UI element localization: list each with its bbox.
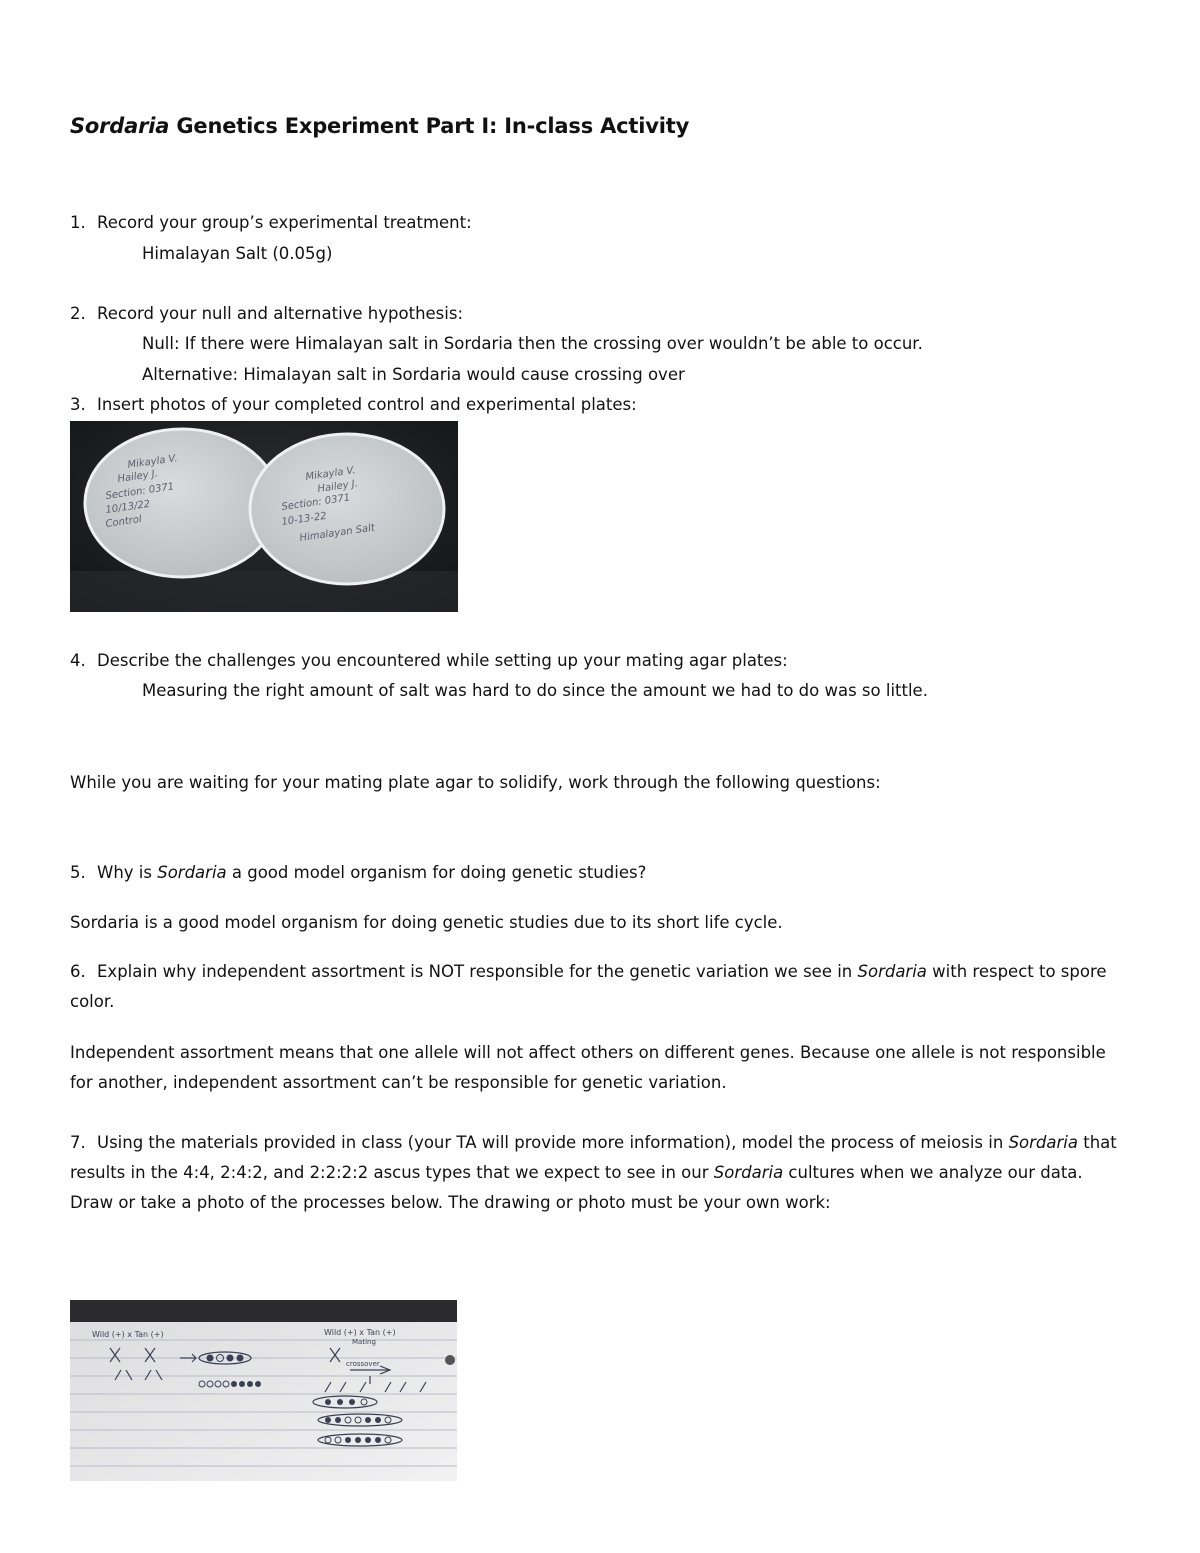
question-4 [70,650,788,672]
null-hypothesis: Null: If there were Himalayan salt in Sordaria then the crossing over wouldn’t be able to occur. [142,334,923,353]
page-title [70,114,689,138]
italic-species-name: Sordaria [713,1163,784,1182]
question-1 [70,212,472,234]
control-plate-label-3: Section: 0371 [104,481,175,502]
control-plate-label-2: Hailey J. [116,468,159,485]
question-6 [70,957,1130,1017]
question-prompt: Describe the challenges you encountered while setting up your mating agar plates: [97,651,788,670]
sketch-mating-note: Mating [352,1338,376,1346]
sketch-left-heading: Wild (+) x Tan (+) [92,1330,164,1339]
sketch-right-heading: Wild (+) x Tan (+) [324,1328,396,1337]
answer-1: Himalayan Salt (0.05g) [142,244,333,263]
meiosis-sketch-photo [70,1300,457,1481]
question-number: 2. [70,304,86,323]
question-prompt-part-2: that results in the 4:4, 2:4:2, and 2:2:2:2 ascus types that we expect to see in our [70,1133,1117,1182]
question-prompt-start: Why is [97,863,158,882]
sketch-crossover-note: crossover [346,1360,380,1368]
title-text: Genetics Experiment Part I: In-class Activity [169,114,690,138]
experimental-plate-label-3: Section: 0371 [280,492,351,513]
question-prompt: Insert photos of your completed control and experimental plates: [97,395,637,414]
question-number: 3. [70,395,86,414]
italic-species-name: Sordaria [857,962,927,981]
experimental-plate [250,434,444,584]
italic-species-name: Sordaria [157,863,227,882]
answer-5: Sordaria is a good model organism for doing genetic studies due to its short life cycle. [70,913,783,932]
plates-photo-drawing [70,421,458,612]
question-prompt: Record your null and alternative hypothesis: [97,304,464,323]
question-prompt-end: a good model organism for doing genetic studies? [226,863,647,882]
question-3 [70,394,637,416]
question-prompt-part-3: cultures when we analyze our data. Draw or take a photo of the processes below. The drawing or photo must be your own work: [70,1163,1083,1212]
question-5 [70,862,646,884]
plates-photo [70,421,458,612]
question-number: 4. [70,651,86,670]
question-number: 6. [70,962,86,981]
alternative-hypothesis: Alternative: Himalayan salt in Sordaria would cause crossing over [142,365,685,384]
question-prompt-start: Explain why independent assortment is NOT responsible for the genetic variation we see in [97,962,858,981]
answer-6: Independent assortment means that one allele will not affect others on different genes. Because one allele is not responsible for another, independent assortment can’t be responsible for genetic variation. [70,1043,1106,1092]
question-prompt-part-1: Using the materials provided in class (your TA will provide more information), model the process of meiosis in [97,1133,1009,1152]
interlude-text: While you are waiting for your mating plate agar to solidify, work through the following questions: [70,773,881,792]
question-2 [70,303,463,325]
question-number: 1. [70,213,86,232]
title-italic-word: Sordaria [70,114,170,138]
control-plate-label-1: Mikayla V. [126,453,179,471]
question-prompt-end: with respect to spore color. [70,962,1107,1011]
control-plate-label-4: 10/13/22 [104,498,151,516]
experimental-plate-label-5: Himalayan Salt [298,522,376,544]
experimental-plate-label-1: Mikayla V. [304,465,357,483]
experimental-plate-label-2: Hailey J. [316,478,359,495]
question-prompt: Record your group’s experimental treatment: [97,213,472,232]
question-7 [70,1128,1130,1218]
answer-4: Measuring the right amount of salt was hard to do since the amount we had to do was so little. [142,681,928,700]
italic-species-name: Sordaria [1008,1133,1078,1152]
question-number: 7. [70,1133,86,1152]
experimental-plate-label-4: 10-13-22 [280,510,328,528]
control-plate-label-5: Control [104,514,143,530]
meiosis-sketch-drawing [70,1300,457,1481]
question-number: 5. [70,863,86,882]
